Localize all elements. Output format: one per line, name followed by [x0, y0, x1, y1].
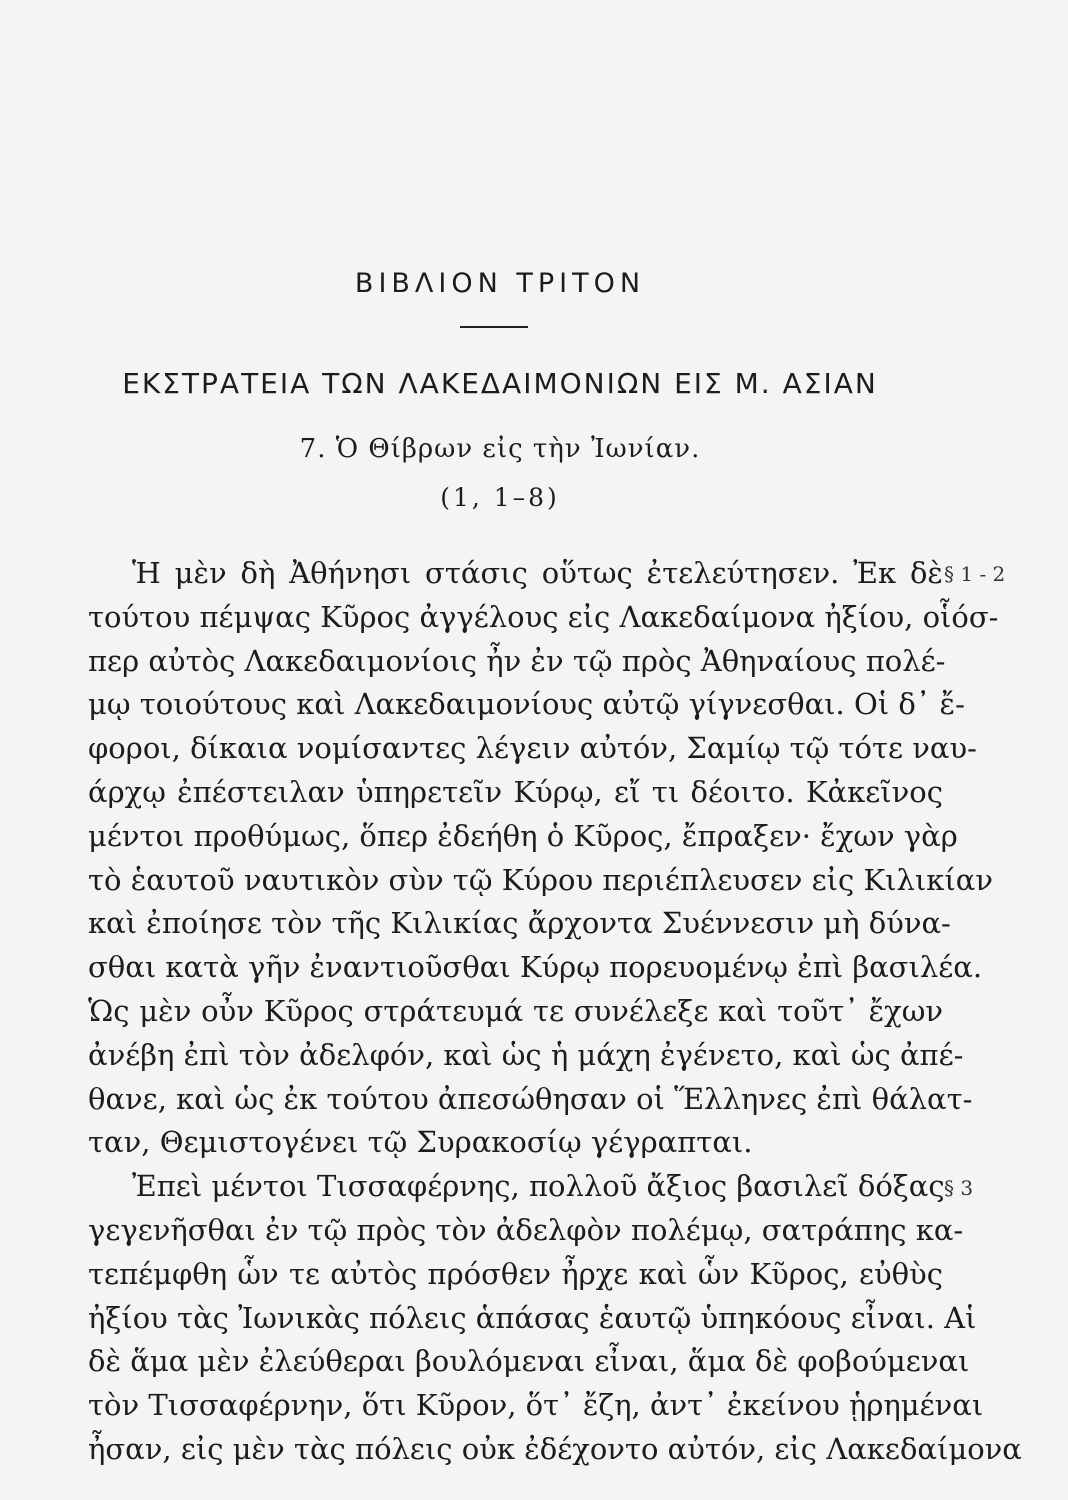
chapter-reference: (1, 1–8)	[440, 483, 560, 512]
text-line: δὲ ἅμα μὲν ἐλεύθεραι βουλόμεναι εἶναι, ἅμα δὲ φοβούμεναι	[88, 1344, 970, 1379]
text-line: άρχῳ ἐπέστειλαν ὑπηρετεῖν Κύρῳ, εἴ τι δέοιτο. Κἀκεῖνος	[88, 774, 943, 809]
book-title: ΒΙΒΛΙΟΝ ΤΡΙΤΟΝ	[354, 268, 646, 299]
text-line: Ἡ μὲν δὴ Ἀθήνησι στάσις οὕτως ἐτελεύτησεν. Ἐκ δὲ	[132, 556, 943, 590]
text-line: τεπέμφθη ὧν τε αὐτὸς πρόσθεν ἦρχε καὶ ὧν Κῦρος, εὐθὺς	[88, 1256, 943, 1291]
text-line: ἀνέβη ἐπὶ τὸν ἀδελφόν, καὶ ὡς ἡ μάχη ἐγένετο, καὶ ὡς ἀπέ-	[88, 1037, 964, 1072]
text-line: περ αὐτὸς Λακεδαιμονίοις ἦν ἐν τῷ πρὸς Ἀθηναίους πολέ-	[88, 643, 946, 678]
text-line: ταν, Θεμιστογένει τῷ Συρακοσίῳ γέγραπται.	[88, 1125, 753, 1160]
section-title: ΕΚΣΤΡΑΤΕΙΑ ΤΩΝ ΛΑΚΕΔΑΙΜΟΝΙΩΝ ΕΙΣ Μ. ΑΣΙΑΝ	[122, 367, 878, 400]
chapter-title: 7. Ὁ Θίβρων εἰς τὴν Ἰωνίαν.	[299, 434, 701, 464]
text-line: μέντοι προθύμως, ὅπερ ἐδεήθη ὁ Κῦρος, ἔπραξεν· ἔχων γὰρ	[88, 818, 958, 853]
text-line: ἠξίου τὰς Ἰωνικὰς πόλεις ἁπάσας ἑαυτῷ ὑπηκόους εἶναι. Αἱ	[88, 1300, 977, 1335]
text-line: σθαι κατὰ γῆν ἐναντιοῦσθαι Κύρῳ πορευομένῳ ἐπὶ βασιλέα.	[88, 950, 983, 985]
text-line: τὸν Τισσαφέρνην, ὅτι Κῦρον, ὅτ᾽ ἔζη, ἀντ᾽ ἐκείνου ᾑρημέναι	[88, 1388, 984, 1423]
margin-note-section: § 1 - 2	[944, 562, 1006, 586]
text-line: τὸ ἑαυτοῦ ναυτικὸν σὺν τῷ Κύρου περιέπλευσεν εἰς Κιλικίαν	[88, 862, 994, 897]
text-line: Ἐπεὶ μέντοι Τισσαφέρνης, πολλοῦ ἄξιος βασιλεῖ δόξας	[132, 1169, 945, 1204]
text-line: θανε, καὶ ὡς ἐκ τούτου ἀπεσώθησαν οἱ Ἕλληνες ἐπὶ θάλατ-	[88, 1081, 973, 1116]
text-line: καὶ ἐποίησε τὸν τῆς Κιλικίας ἄρχοντα Συέννεσιν μὴ δύνα-	[88, 906, 951, 941]
text-line: μῳ τοιούτους καὶ Λακεδαιμονίους αὐτῷ γίγνεσθαι. Οἱ δ᾽ ἔ-	[88, 687, 965, 722]
margin-note-section: § 3	[944, 1176, 974, 1200]
text-line: Ὡς μὲν οὖν Κῦρος στράτευμά τε συνέλεξε καὶ τοῦτ᾽ ἔχων	[88, 993, 943, 1028]
text-line: τούτου πέμψας Κῦρος ἀγγέλους εἰς Λακεδαίμονα ἠξίου, οἷόσ-	[88, 599, 999, 634]
text-line: γεγενῆσθαι ἐν τῷ πρὸς τὸν ἀδελφὸν πολέμῳ, σατράπης κα-	[88, 1212, 964, 1247]
title-divider	[460, 326, 528, 328]
text-line: ἦσαν, εἰς μὲν τὰς πόλεις οὐκ ἐδέχοντο αὐτόν, εἰς Λακεδαίμονα	[88, 1431, 1022, 1466]
text-line: φοροι, δίκαια νομίσαντες λέγειν αὐτόν, Σαμίῳ τῷ τότε ναυ-	[88, 731, 977, 766]
